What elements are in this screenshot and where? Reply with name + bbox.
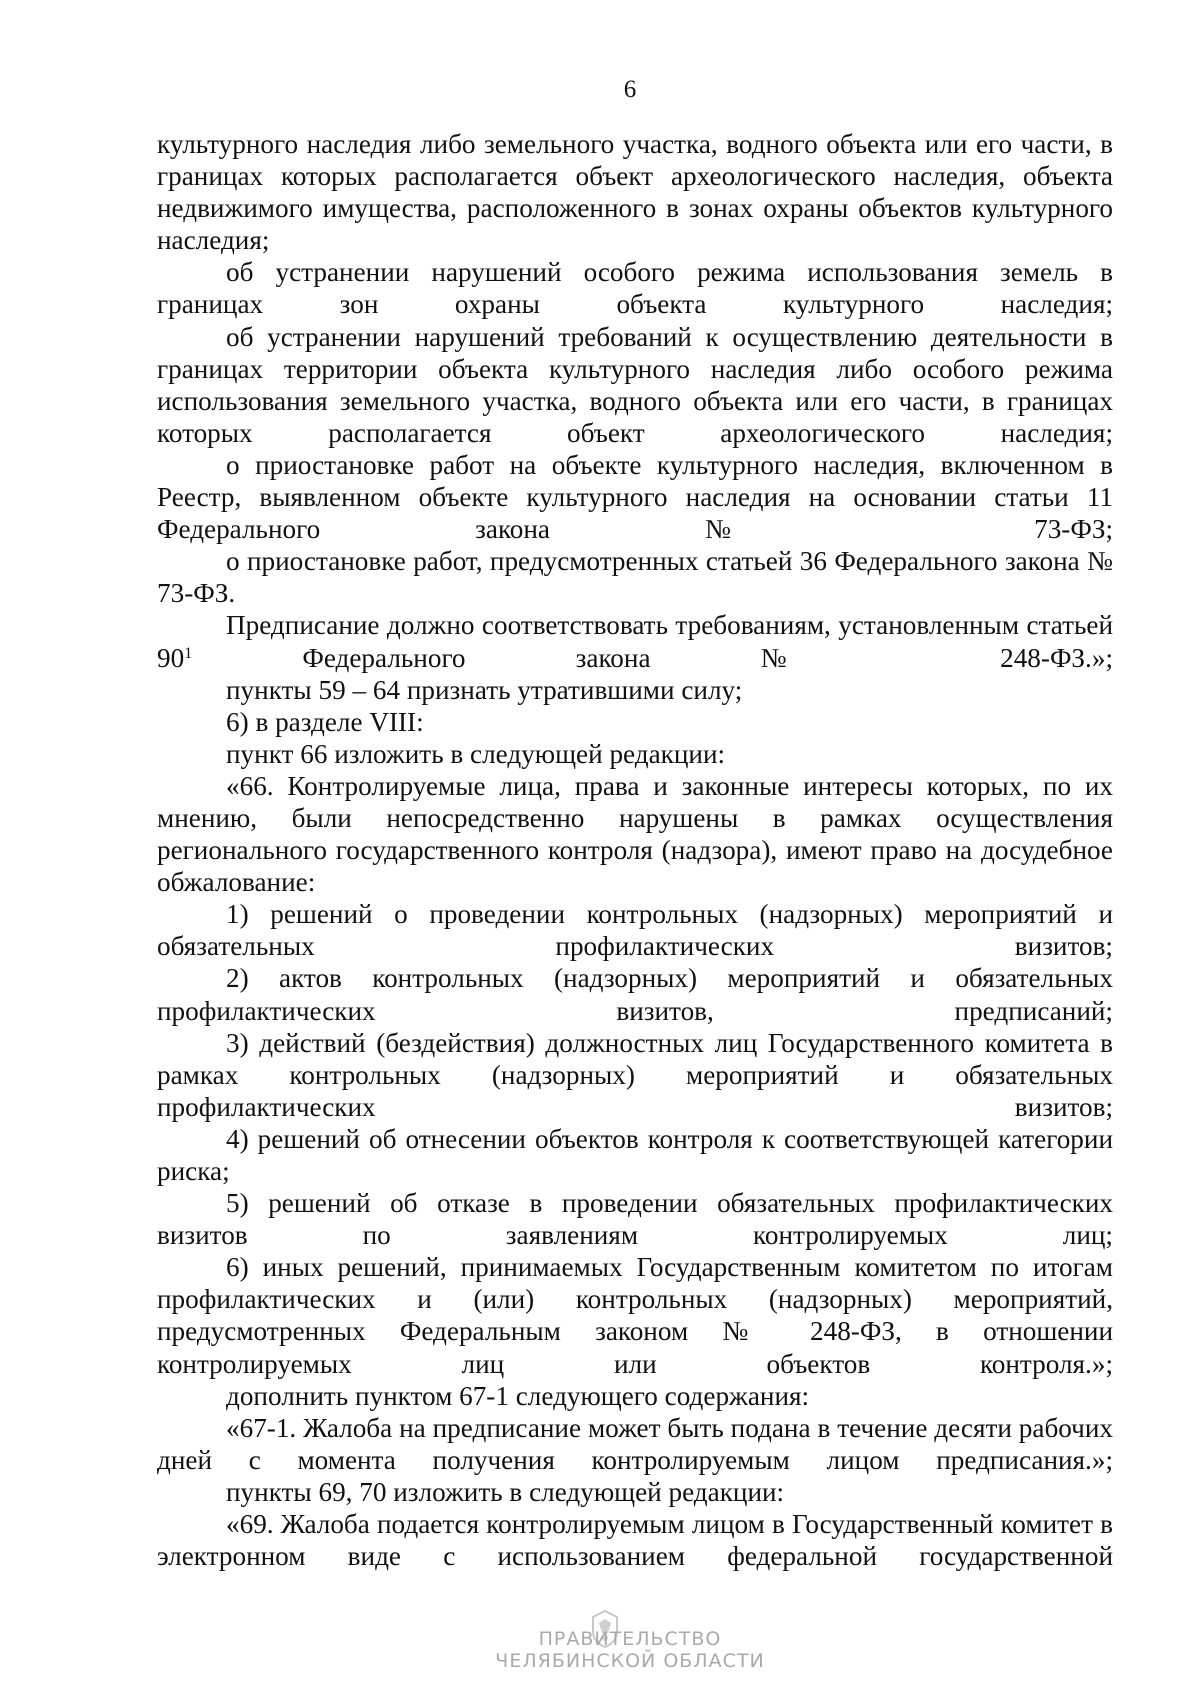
government-stamp: [480, 1628, 780, 1672]
text-segment: Федерального закона № 248-ФЗ.»;: [192, 642, 1113, 673]
paragraph: пункты 69, 70 изложить в следующей редакции:: [226, 1476, 785, 1507]
paragraph: о приостановке работ, предусмотренных статьей 36 Федерального закона № 73-ФЗ.: [157, 546, 1113, 609]
paragraph: пункты 59 – 64 признать утратившими силу;: [226, 674, 743, 705]
paragraph: «67-1. Жалоба на предписание может быть подана в течение десяти рабочих дней с момента получения контролируемым лицом предписания.»;: [157, 1412, 1113, 1475]
paragraph: «69. Жалоба подается контролируемым лицом в Государственный комитет в электронном виде с использованием федеральной государственной: [157, 1509, 1113, 1572]
paragraph: 4) решений об отнесении объектов контроля к соответствующей категории риска;: [157, 1123, 1113, 1186]
paragraph: дополнить пунктом 67-1 следующего содержания:: [226, 1380, 810, 1411]
paragraph: 5) решений об отказе в проведении обязательных профилактических визитов по заявлениям контролируемых лиц;: [157, 1188, 1113, 1251]
document-body: [157, 128, 1113, 1572]
paragraph: о приостановке работ на объекте культурного наследия, включенном в Реестр, выявленном объекте культурного наследия на основании статьи 11 Федерального закона № 73-ФЗ;: [157, 449, 1113, 545]
paragraph: [157, 609, 1113, 673]
stamp-line-2: ЧЕЛЯБИНСКОЙ ОБЛАСТИ: [495, 1650, 765, 1672]
text-segment: Предписание должно соответствовать требованиям, установленным статьей 90: [157, 610, 1113, 673]
paragraph: об устранении нарушений требований к осуществлению деятельности в границах территории объекта культурного наследия либо особого режима использования земельного участка, водного объекта или его части, в границах которых располагается объект археологического наследия;: [157, 321, 1113, 448]
paragraph: «66. Контролируемые лица, права и законные интересы которых, по их мнению, были непосредственно нарушены в рамках осуществления регионального государственного контроля (надзора), имеют право на досудебное обжалование:: [157, 770, 1113, 898]
paragraph: 2) актов контрольных (надзорных) мероприятий и обязательных профилактических визитов, предписаний;: [157, 963, 1113, 1026]
paragraph: 6) иных решений, принимаемых Государственным комитетом по итогам профилактических и (или) контрольных (надзорных) мероприятий, предусмотренных Федеральным законом № 248-ФЗ, в отношении контролируемых лиц или объектов контроля.»;: [157, 1252, 1113, 1379]
paragraph: 6) в разделе VIII:: [226, 706, 424, 737]
page-number: 6: [623, 76, 637, 103]
paragraph: 3) действий (бездействия) должностных лиц Государственного комитета в рамках контрольных (надзорных) мероприятий и обязательных профилактических визитов;: [157, 1027, 1113, 1122]
paragraph: 1) решений о проведении контрольных (надзорных) мероприятий и обязательных профилактических визитов;: [157, 899, 1113, 962]
stamp-line-1: ПРАВИТЕЛЬСТВО: [538, 1628, 722, 1650]
superscript: 1: [184, 644, 193, 662]
paragraph: культурного наследия либо земельного участка, водного объекта или его части, в границах которых располагается объект археологического наследия, объекта недвижимого имущества, расположенного в зонах охраны объектов культурного наследия;: [157, 129, 1113, 256]
paragraph: пункт 66 изложить в следующей редакции:: [226, 738, 726, 769]
paragraph: об устранении нарушений особого режима использования земель в границах зон охраны объекта культурного наследия;: [157, 257, 1113, 320]
